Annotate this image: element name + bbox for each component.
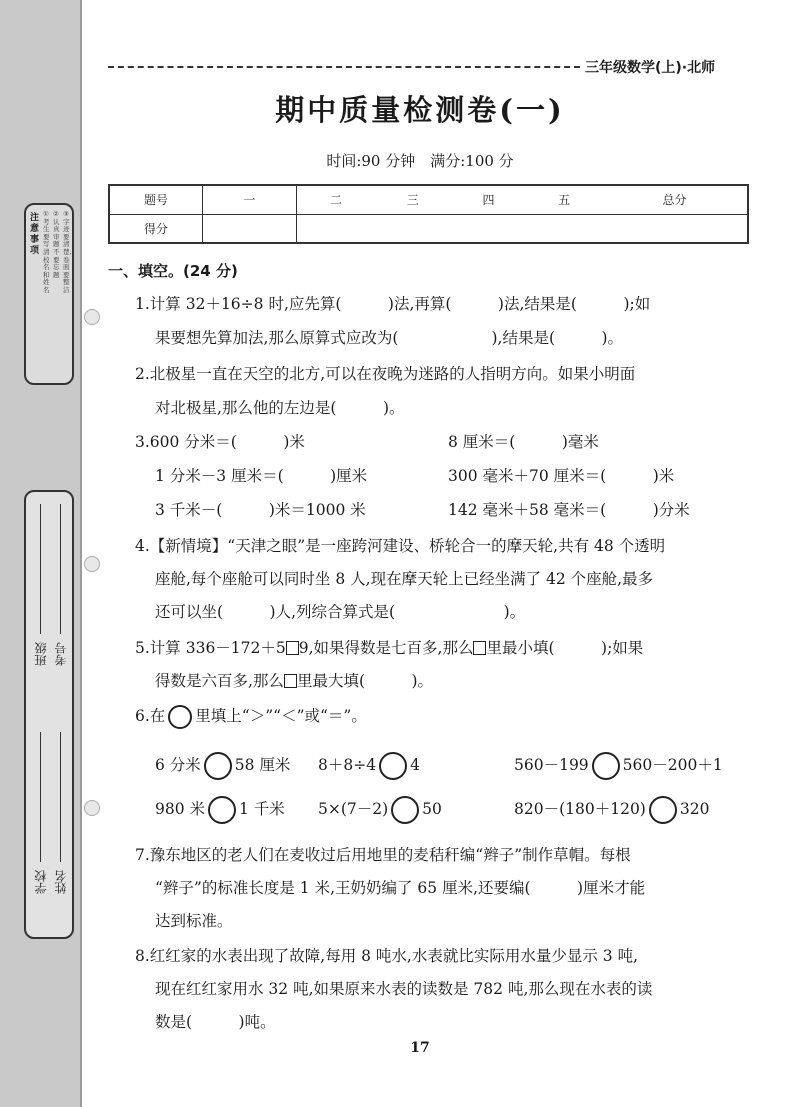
- compare-item: 6 分米 58 厘米: [155, 752, 290, 780]
- score-row-label: 得分: [109, 214, 203, 243]
- score-header-cell: 四: [482, 193, 495, 208]
- question-8-line: 8.红红家的水表出现了故障,每用 8 吨水,水表就比实际用水量少显示 3 吨,: [135, 947, 639, 965]
- notice-label: 注意事项: [30, 213, 40, 256]
- question-5-line: 得数是六百多,那么 里最大填( )。: [155, 672, 434, 690]
- notice-item: ③字迹要清楚,卷面要整洁: [63, 210, 72, 294]
- notice-item: ①考生要写清校名和姓名: [43, 210, 50, 294]
- question-7-line: “辫子”的标准长度是 1 米,王奶奶编了 65 厘米,还要编( )厘米才能: [155, 879, 646, 897]
- question-3-item: 300 毫米＋70 厘米＝( )米: [448, 467, 675, 485]
- question-1-line: 果要想先算加法,那么原算式应改为( ),结果是( )。: [155, 329, 624, 347]
- question-3-item: 3 千米－( )米＝1000 米: [155, 501, 366, 519]
- question-3-item: 3.600 分米＝( )米: [135, 433, 305, 451]
- question-4-line: 座舱,每个座舱可以同时坐 8 人,现在摩天轮上已经坐满了 42 个座舱,最多: [155, 570, 654, 588]
- digit-box[interactable]: [286, 641, 299, 655]
- digit-box[interactable]: [473, 641, 486, 655]
- binding-hole: [84, 556, 100, 572]
- score-header-cell: 一: [203, 185, 297, 214]
- compare-circle[interactable]: [379, 752, 407, 780]
- binding-hole: [84, 309, 100, 325]
- question-8-line: 数是( )吨。: [155, 1013, 276, 1031]
- question-3-item: 142 毫米＋58 毫米＝( )分米: [448, 501, 690, 519]
- score-header-cell: 三: [406, 193, 419, 208]
- student-info-box: [24, 490, 74, 939]
- score-header-cell: 二: [329, 193, 342, 208]
- question-4-line: 还可以坐( )人,列综合算式是( )。: [155, 603, 526, 621]
- book-label: 三年级数学(上)·北师: [585, 60, 716, 76]
- question-4-line: 4.【新情境】“天津之眼”是一座跨河建设、桥轮合一的摩天轮,共有 48 个透明: [135, 537, 666, 555]
- score-header-cell: 题号: [109, 185, 203, 214]
- notice-box: [24, 203, 74, 385]
- school-label: 学校: [34, 870, 48, 894]
- name-write-line[interactable]: [60, 732, 61, 862]
- class-label: 班级: [34, 642, 48, 666]
- compare-circle[interactable]: [391, 796, 419, 824]
- question-3-item: 8 厘米＝( )毫米: [448, 433, 599, 451]
- score-header-cell: 五: [558, 193, 571, 208]
- digit-box[interactable]: [284, 674, 297, 688]
- score-header-cell: 总分: [602, 185, 748, 214]
- compare-item: 5×(7－2) 50: [318, 796, 442, 824]
- exam-time-info: 时间:90 分钟 满分:100 分: [326, 152, 514, 170]
- question-1-line: 1.计算 32＋16÷8 时,应先算( )法,再算( )法,结果是( );如: [135, 295, 651, 313]
- question-3-item: 1 分米－3 厘米＝( )厘米: [155, 467, 368, 485]
- exam-number-label: 考号: [54, 642, 68, 666]
- question-7-line: 7.豫东地区的老人们在麦收过后用地里的麦秸秆编“辫子”制作草帽。每根: [135, 846, 631, 864]
- question-5-line: 5.计算 336－172＋5 9,如果得数是七百多,那么 里最小填( );如果: [135, 639, 644, 657]
- question-6-prompt: 6.在 里填上“＞”“＜”或“＝”。: [135, 704, 367, 729]
- school-write-line[interactable]: [40, 732, 41, 862]
- question-8-line: 现在红红家用水 32 吨,如果原来水表的读数是 782 吨,那么现在水表的读: [155, 980, 653, 998]
- binding-hole: [84, 800, 100, 816]
- compare-circle[interactable]: [204, 752, 232, 780]
- compare-circle: [168, 705, 192, 729]
- compare-circle[interactable]: [649, 796, 677, 824]
- class-write-line[interactable]: [40, 504, 41, 634]
- section-heading: 一、填空。(24 分): [108, 262, 238, 280]
- exam-number-write-line[interactable]: [60, 504, 61, 634]
- compare-item: 980 米 1 千米: [155, 796, 285, 824]
- score-input-cell[interactable]: [203, 214, 297, 243]
- score-input-cell[interactable]: [297, 214, 749, 243]
- notice-item: ②认真审题不要忘题: [53, 210, 60, 279]
- compare-circle[interactable]: [592, 752, 620, 780]
- page-number: 17: [410, 1040, 430, 1056]
- score-table: [108, 184, 749, 244]
- header-dashed-rule: [108, 66, 580, 68]
- page-title: 期中质量检测卷(一): [275, 93, 565, 127]
- name-label: 姓名: [54, 870, 68, 894]
- compare-circle[interactable]: [208, 796, 236, 824]
- compare-item: 8＋8÷4 4: [318, 752, 420, 780]
- compare-item: 560－199 560－200＋1: [514, 752, 723, 780]
- compare-item: 820－(180＋120) 320: [514, 796, 709, 824]
- question-7-line: 达到标准。: [155, 912, 233, 930]
- question-2-line: 对北极星,那么他的左边是( )。: [155, 399, 405, 417]
- question-2-line: 2.北极星一直在天空的北方,可以在夜晚为迷路的人指明方向。如果小明面: [135, 365, 636, 383]
